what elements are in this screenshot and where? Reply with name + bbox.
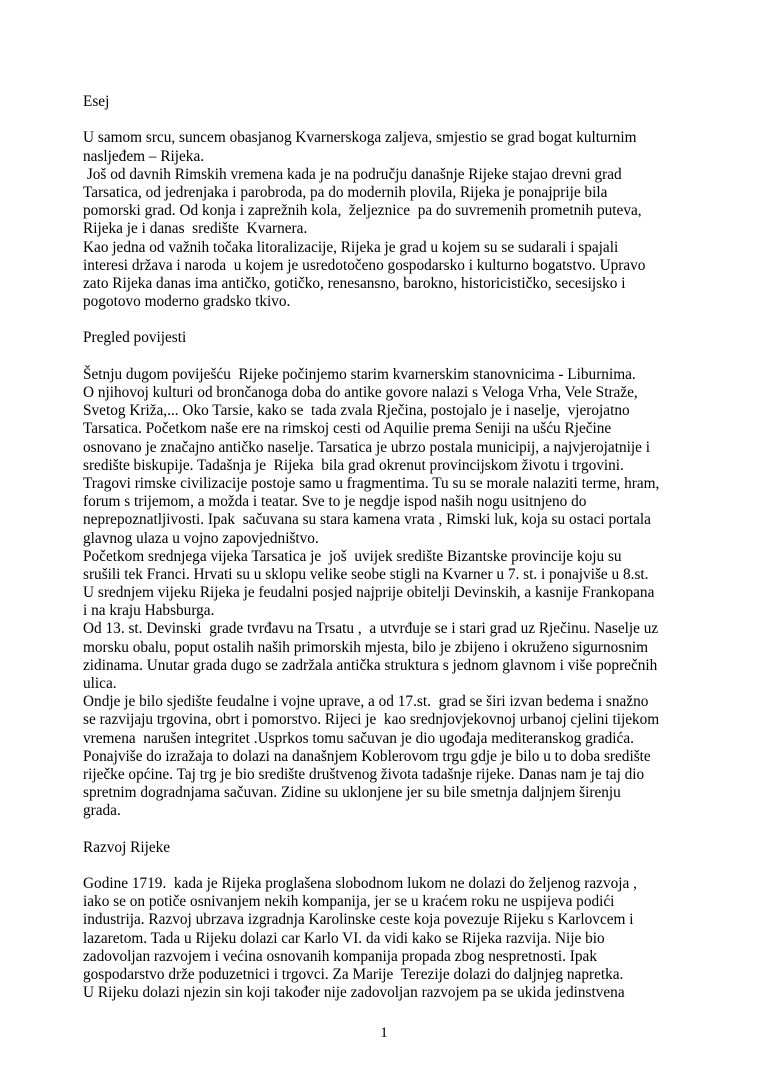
text-line: morsku obalu, poput ostalih naših primorskih mjesta, bilo je zbijeno i okruženo sigurnosnim bbox=[83, 638, 649, 656]
intro-paragraph bbox=[83, 129, 723, 311]
text-line: zidinama. Unutar grada dugo se zadržala antička struktura s jednom glavnom i više poprečnih bbox=[83, 656, 658, 674]
spacer bbox=[83, 311, 723, 329]
history-paragraph bbox=[83, 366, 723, 821]
text-line: forum s trijemom, a možda i teatar. Sve to je negdje ispod naših nogu usitnjeno do bbox=[83, 493, 587, 511]
text-line: U Rijeku dolazi njezin sin koji također nije zadovoljan razvojem pa se ukida jedinstvena bbox=[83, 984, 625, 1002]
text-line: Još od davnih Rimskih vremena kada je na području današnje Rijeke stajao drevni grad bbox=[83, 165, 622, 183]
text-line: interesi država i naroda u kojem je usredotočeno gospodarsko i kulturno bogatstvo. Upravo bbox=[83, 256, 646, 274]
text-line: industrija. Razvoj ubrzava izgradnja Karolinske ceste koja povezuje Rijeku s Karlovcem i bbox=[83, 911, 634, 929]
text-line: glavnog ulaza u vojno zapovjedništvo. bbox=[83, 529, 319, 547]
spacer bbox=[83, 857, 723, 875]
text-line: Tarsatica. Početkom naše ere na rimskoj cesti od Aquilie prema Seniji na ušću Rječine bbox=[83, 420, 612, 438]
text-line: gospodarstvo drže poduzetnici i trgovci. Za Marije Terezije dolazi do daljnjeg napretka. bbox=[83, 966, 624, 983]
text-line: pogotovo moderno gradsko tkivo. bbox=[83, 293, 291, 311]
section-heading-razvoj-rijeke: Razvoj Rijeke bbox=[83, 838, 171, 856]
development-paragraph bbox=[83, 875, 723, 1002]
text-line: Godine 1719. kada je Rijeka proglašena slobodnom lukom ne dolazi do željenog razvoja , bbox=[83, 875, 637, 893]
text-line: U srednjem vijeku Rijeka je feudalni posjed najprije obitelji Devinskih, a kasnije Frankopana bbox=[83, 584, 655, 602]
document-title: Esej bbox=[83, 93, 110, 110]
text-line: Kao jedna od važnih točaka litoralizacije, Rijeka je grad u kojem su se sudarali i spajali bbox=[83, 238, 619, 256]
spacer bbox=[83, 111, 723, 129]
text-line: riječke općine. Taj trg je bio središte društvenog života tadašnje rijeke. Danas nam je taj dio bbox=[83, 765, 645, 783]
document-body bbox=[83, 93, 723, 1002]
text-line: Šetnju dugom poviješću Rijeke počinjemo starim kvarnerskim stanovnicima - Liburnima. bbox=[83, 365, 636, 383]
spacer bbox=[83, 821, 723, 839]
text-line: Rijeka je i danas središte Kvarnera. bbox=[83, 220, 308, 238]
text-line: zadovoljan razvojem i većina osnovanih kompanija propada zbog nespretnosti. Ipak bbox=[83, 947, 597, 965]
page-number: 1 bbox=[380, 1025, 388, 1041]
spacer bbox=[83, 348, 723, 366]
text-line: O njihovoj kulturi od brončanoga doba do antike govore nalazi s Veloga Vrha, Vele Straže, bbox=[83, 384, 638, 401]
text-line: Tragovi rimske civilizacije postoje samo u fragmentima. Tu su se morale nalaziti terme, hram, bbox=[83, 474, 660, 492]
text-line: i na kraju Habsburga. bbox=[83, 602, 215, 620]
text-line: Tarsatica, od jedrenjaka i parobroda, pa do modernih plovila, Rijeka je ponajprije bila bbox=[83, 183, 608, 201]
text-line: vremena narušen integritet .Usprkos tomu sačuvan je dio ugođaja mediteranskog gradića. bbox=[83, 729, 634, 747]
text-line: se razvijaju trgovina, obrt i pomorstvo. Rijeci je kao srednjovjekovnoj urbanoj cjelini tijekom bbox=[83, 711, 660, 729]
text-line: U samom srcu, suncem obasjanog Kvarnerskoga zaljeva, smjestio se grad bogat kulturnim bbox=[83, 129, 637, 147]
text-line: srušili tek Franci. Hrvati su u sklopu velike seobe stigli na Kvarner u 7. st. i ponajviše u 8.st. bbox=[83, 565, 649, 583]
text-line: pomorski grad. Od konja i zaprežnih kola, željeznice pa do suvremenih prometnih puteva, bbox=[83, 202, 642, 220]
text-line: ulica. bbox=[83, 675, 117, 692]
text-line: Svetog Križa,... Oko Tarsie, kako se tada zvala Rječina, postojalo je i naselje, vjerojatno bbox=[83, 402, 630, 420]
text-line: lazaretom. Tada u Rijeku dolazi car Karlo VI. da vidi kako se Rijeka razvija. Nije bio bbox=[83, 929, 605, 947]
text-line: nasljeđem – Rijeka. bbox=[83, 147, 205, 165]
text-line: iako se on potiče osnivanjem nekih kompanija, jer se u kraćem roku ne uspijeva podići bbox=[83, 893, 615, 911]
text-line: Ondje je bilo sjedište feudalne i vojne uprave, a od 17.st. grad se širi izvan bedema i snažno bbox=[83, 693, 649, 711]
text-line: zato Rijeka danas ima antičko, gotičko, renesansno, barokno, historicističko, secesijsko i bbox=[83, 274, 626, 292]
text-line: središte biskupije. Tadašnja je Rijeka bila grad okrenut provincijskom životu i trgovini. bbox=[83, 456, 624, 474]
text-line: Ponajviše do izražaja to dolazi na današnjem Koblerovom trgu gdje je bilo u to doba središte bbox=[83, 747, 651, 765]
text-line: grada. bbox=[83, 802, 121, 820]
text-line: spretnim dogradnjama sačuvan. Zidine su uklonjene jer su bile smetnja daljnjem širenju bbox=[83, 784, 621, 802]
text-line: Od 13. st. Devinski grade tvrđavu na Trsatu , a utvrđuje se i stari grad uz Rječinu. Naselje uz bbox=[83, 620, 659, 638]
text-line: neprepoznatljivosti. Ipak sačuvana su stara kamena vrata , Rimski luk, koja su ostaci portala bbox=[83, 511, 651, 529]
text-line: osnovano je značajno antičko naselje. Tarsatica je ubrzo postala municipij, a najvjerojatnije i bbox=[83, 438, 650, 456]
text-line: Početkom srednjega vijeka Tarsatica je još uvijek središte Bizantske provincije koju su bbox=[83, 547, 622, 565]
section-heading-pregled-povijesti: Pregled povijesti bbox=[83, 329, 187, 347]
